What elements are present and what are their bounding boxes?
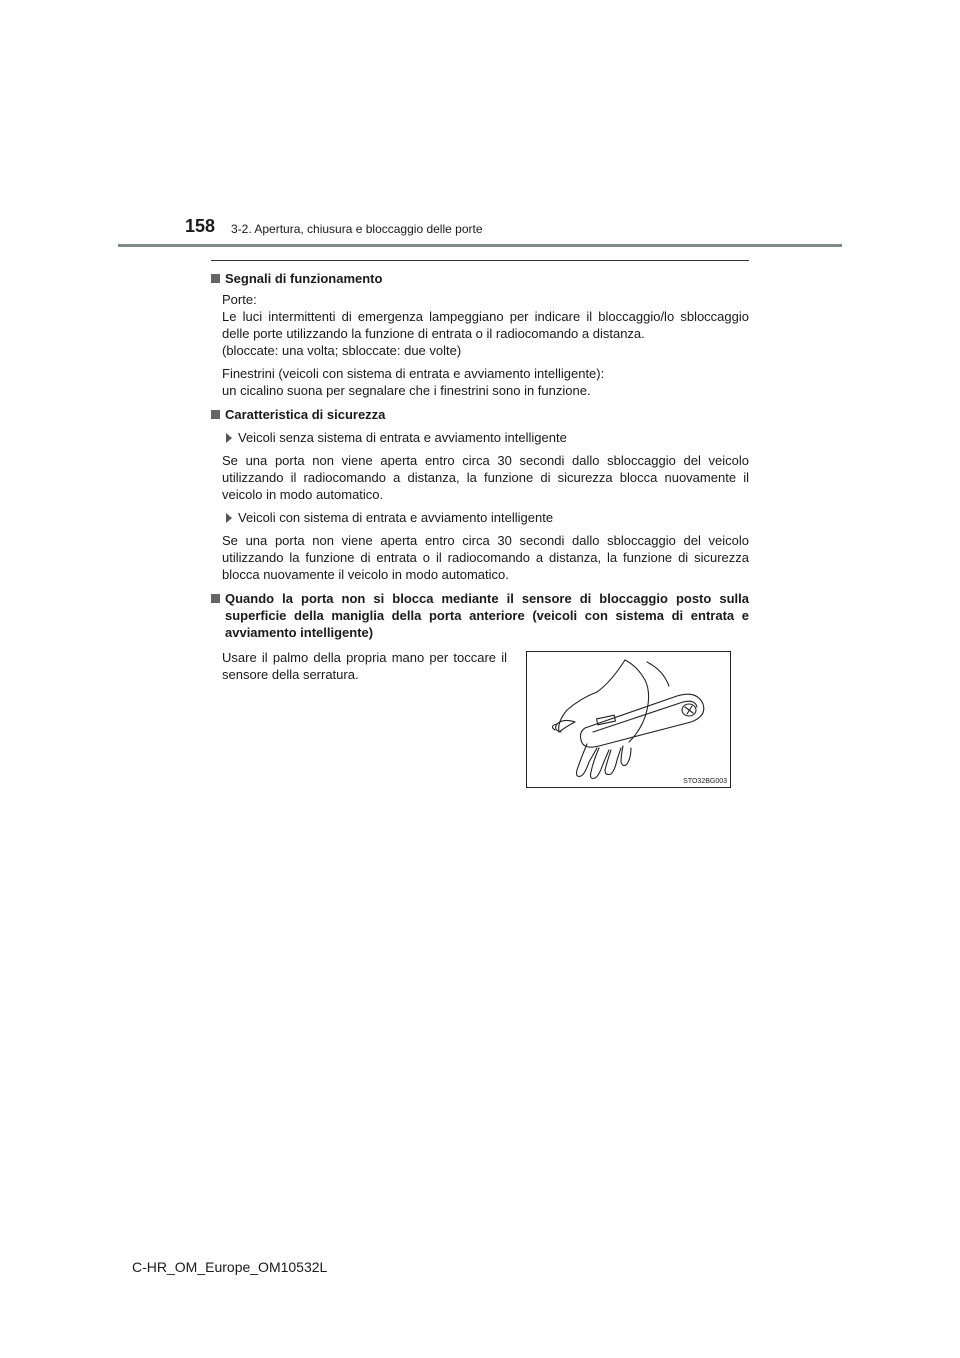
subheading <box>211 429 749 446</box>
hand-on-door-handle-illustration <box>526 651 731 788</box>
section-signals <box>211 270 749 399</box>
paragraph: Se una porta non viene aperta entro circa 30 secondi dallo sbloccaggio del veicolo utilizzando il radiocomando a distanza, la funzione di sicurezza blocca nuovamente il veicolo in modo automatico. <box>222 453 749 502</box>
subheading <box>211 509 749 526</box>
square-bullet-icon <box>211 274 220 283</box>
header-rule <box>118 244 842 247</box>
section-safety <box>211 406 749 583</box>
page-number: 158 <box>185 216 216 236</box>
page-content <box>211 270 749 648</box>
section-heading <box>211 270 749 287</box>
paragraph <box>211 365 749 399</box>
section-title: Quando la porta non si blocca mediante il sensore di bloccaggio posto sulla superficie della maniglia della porta anteriore (veicoli con sistema di entrata e avviamento intelligente) <box>225 591 749 640</box>
text-line: (bloccate: una volta; sbloccate: due volte) <box>222 343 462 358</box>
instruction-text: Usare il palmo della propria mano per toccare il sensore della serratura. <box>222 650 507 682</box>
text-line: Le luci intermittenti di emergenza lampeggiano per indicare il bloccaggio/lo sbloccaggio delle porte utilizzando la funzione di entrata o il radiocomando a distanza. <box>222 309 749 341</box>
subheading-text: Veicoli con sistema di entrata e avviamento intelligente <box>238 510 554 525</box>
hand-illustration-svg <box>527 652 732 789</box>
figure-code: STO32BG003 <box>683 778 727 785</box>
section-heading <box>211 590 749 641</box>
text-line: Finestrini (veicoli con sistema di entrata e avviamento intelligente): <box>222 366 605 381</box>
text-line: Porte: <box>222 292 257 307</box>
paragraph <box>211 291 749 359</box>
section-lock-sensor <box>211 590 749 641</box>
content-divider <box>211 260 749 261</box>
text-line: un cicalino suona per segnalare che i finestrini sono in funzione. <box>222 383 591 398</box>
paragraph: Se una porta non viene aperta entro circa 30 secondi dallo sbloccaggio del veicolo utilizzando la funzione di entrata o il radiocomando a distanza, la funzione di sicurezza blocca nuovamente il veicolo in modo automatico. <box>222 533 749 582</box>
section-heading <box>211 406 749 423</box>
section-title: Caratteristica di sicurezza <box>225 407 386 422</box>
triangle-bullet-icon <box>226 433 232 443</box>
section-title: Segnali di funzionamento <box>225 271 383 286</box>
document-code: C-HR_OM_Europe_OM10532L <box>132 1259 328 1275</box>
square-bullet-icon <box>211 410 220 419</box>
subheading-text: Veicoli senza sistema di entrata e avviamento intelligente <box>238 430 567 445</box>
square-bullet-icon <box>211 594 220 603</box>
triangle-bullet-icon <box>226 513 232 523</box>
chapter-title: 3-2. Apertura, chiusura e bloccaggio delle porte <box>231 222 483 236</box>
